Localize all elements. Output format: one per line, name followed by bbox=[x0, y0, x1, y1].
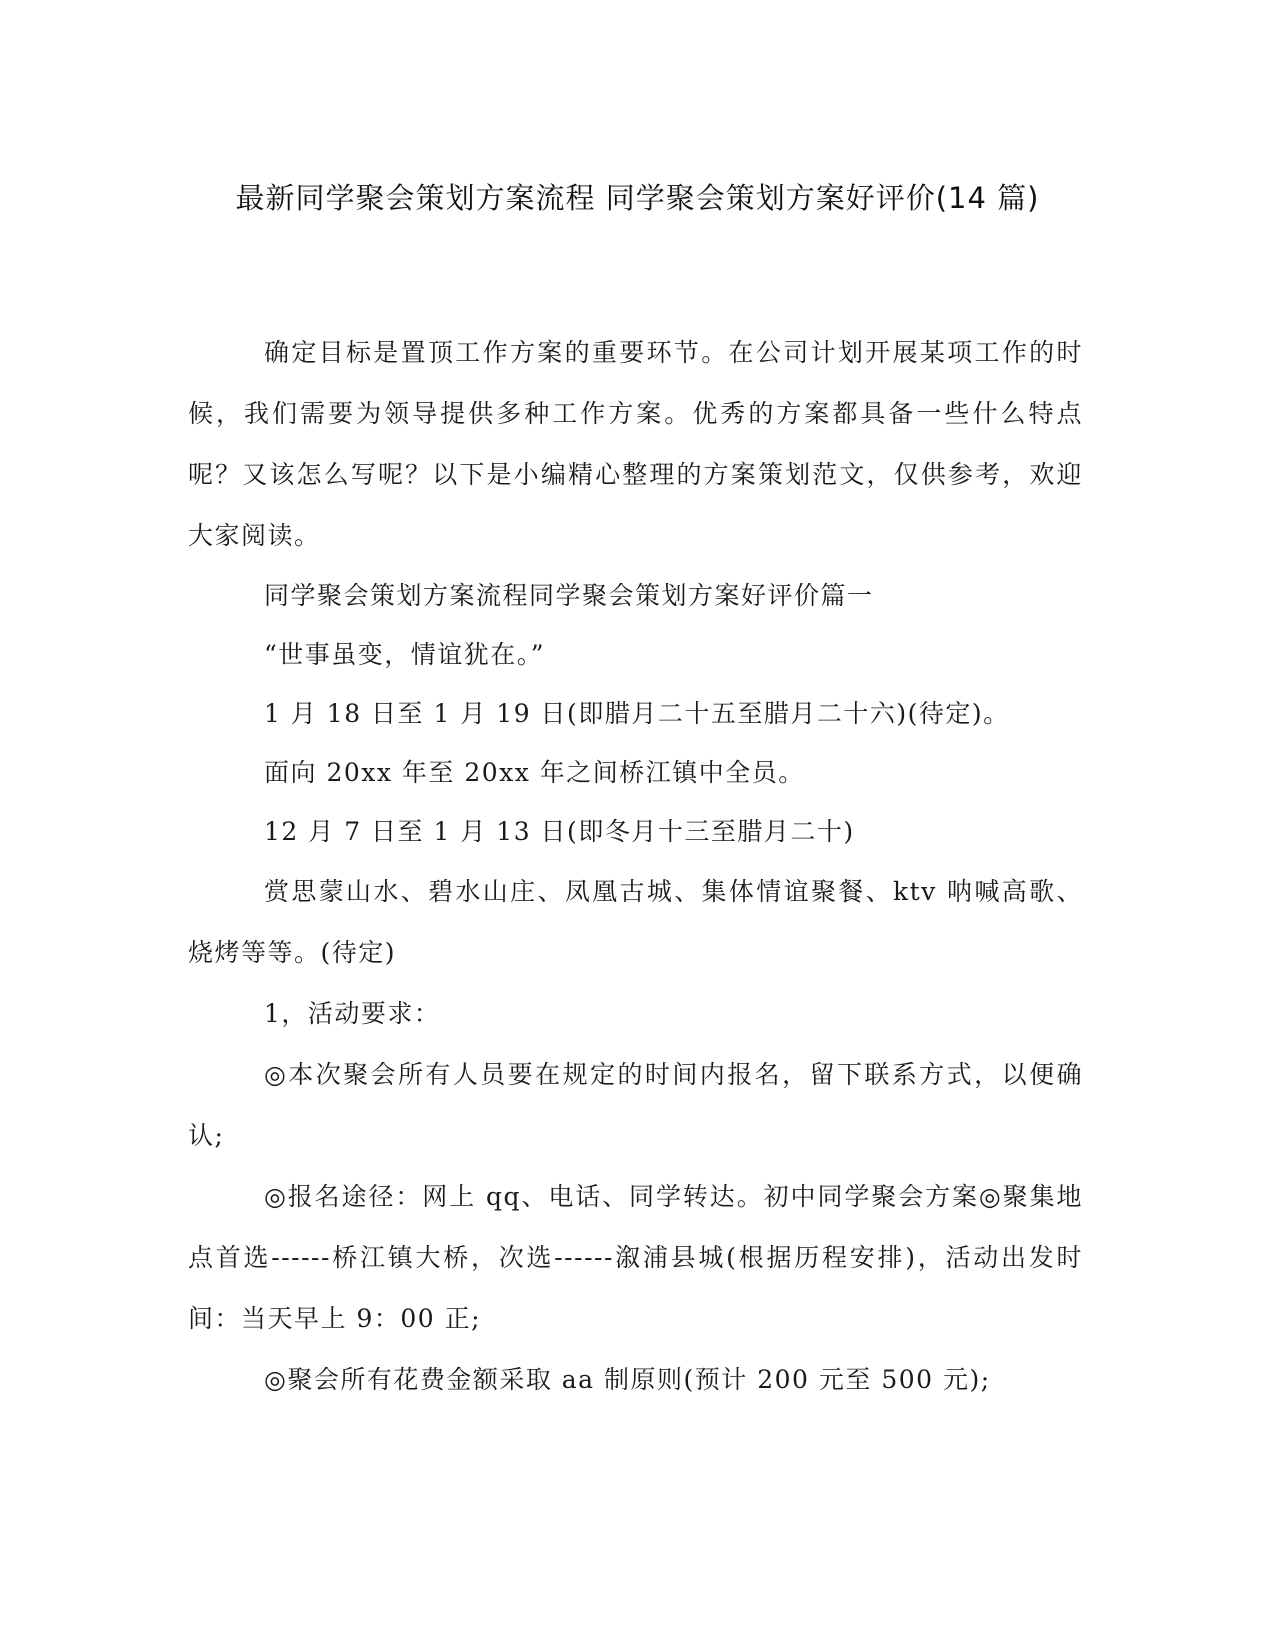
motto-line: “世事虽变，情谊犹在。” bbox=[264, 640, 546, 669]
audience-line: 面向 20xx 年至 20xx 年之间桥江镇中全员。 bbox=[264, 758, 805, 787]
section-heading: 同学聚会策划方案流程同学聚会策划方案好评价篇一 bbox=[264, 581, 874, 610]
document-body bbox=[188, 322, 1083, 1410]
registration-date-line: 12 月 7 日至 1 月 13 日(即冬月十三至腊月二十) bbox=[264, 817, 855, 846]
requirement-registration: ◎本次聚会所有人员要在规定的时间内报名，留下联系方式，以便确认; bbox=[188, 1060, 1083, 1150]
document-title: 最新同学聚会策划方案流程 同学聚会策划方案好评价(14 篇) bbox=[235, 181, 1040, 215]
requirement-cost: ◎聚会所有花费金额采取 aa 制原则(预计 200 元至 500 元); bbox=[264, 1365, 991, 1394]
requirements-heading: 1，活动要求： bbox=[264, 999, 441, 1028]
activities-paragraph: 赏思蒙山水、碧水山庄、凤凰古城、集体情谊聚餐、ktv 呐喊高歌、烧烤等等。(待定) bbox=[188, 877, 1083, 967]
requirement-channels: ◎报名途径：网上 qq、电话、同学转达。初中同学聚会方案◎聚集地点首选------桥江镇大桥，次选------溆浦县城(根据历程安排)，活动出发时间：当天早上 9：00 正; bbox=[188, 1182, 1083, 1333]
event-date-line: 1 月 18 日至 1 月 19 日(即腊月二十五至腊月二十六)(待定)。 bbox=[264, 699, 1010, 728]
intro-paragraph: 确定目标是置顶工作方案的重要环节。在公司计划开展某项工作的时候，我们需要为领导提供多种工作方案。优秀的方案都具备一些什么特点呢？又该怎么写呢？以下是小编精心整理的方案策划范文，仅供参考，欢迎大家阅读。 bbox=[188, 338, 1083, 550]
